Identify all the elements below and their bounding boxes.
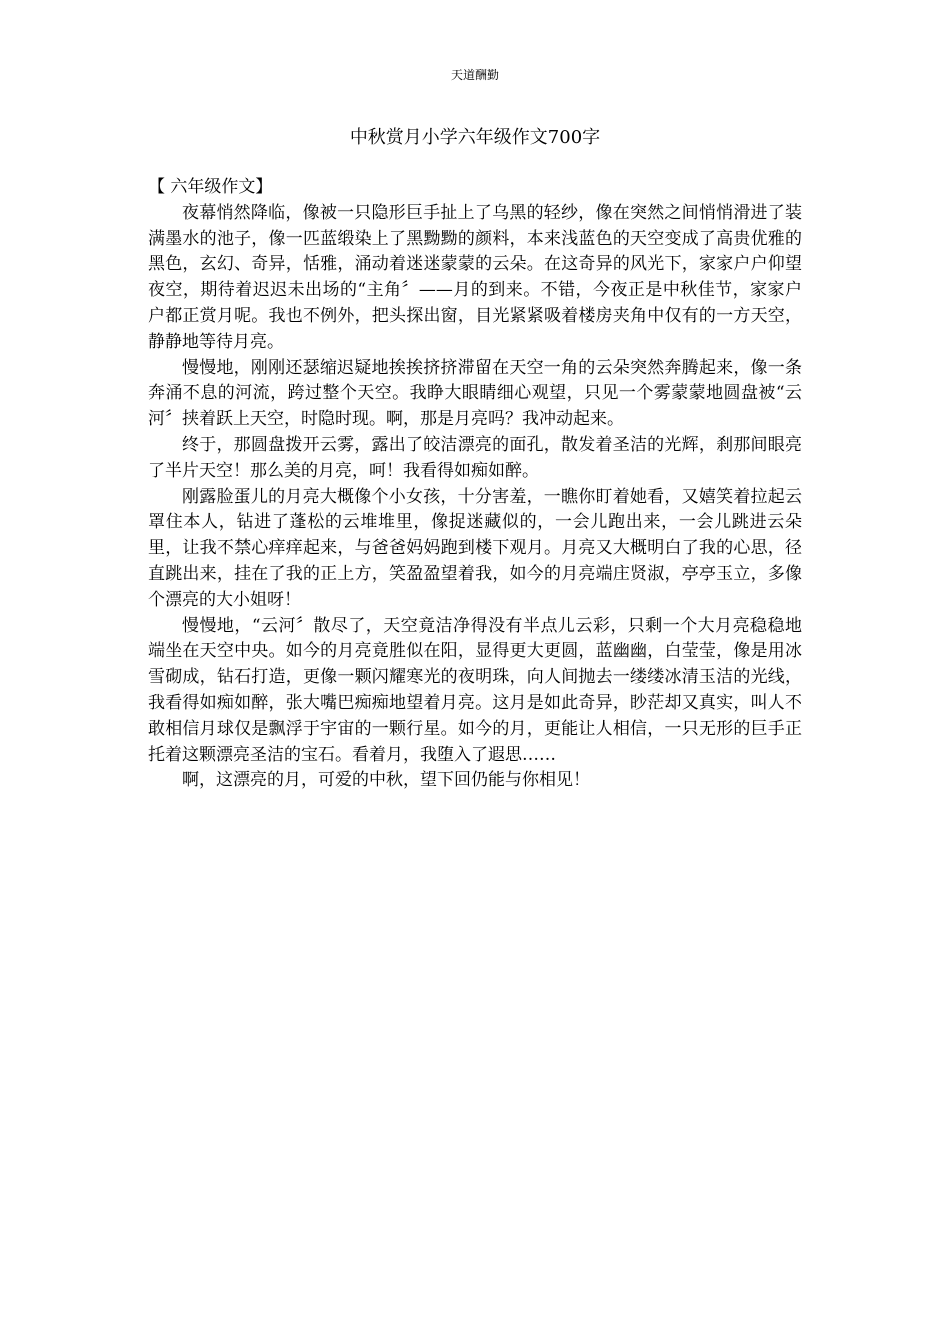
- document-body: [148, 175, 802, 794]
- page-header: 天道酬勤: [450, 68, 499, 82]
- paragraph-1: 夜幕悄然降临，像被一只隐形巨手扯上了乌黑的轻纱，像在突然之间悄悄滑进了装满墨水的池子，像一匹蓝缎染上了黑黝黝的颜料，本来浅蓝色的天空变成了高贵优雅的黑色，玄幻、奇异，恬雅，涌动着迷迷蒙蒙的云朵。在这奇异的风光下，家家户户仰望夜空，期待着迟迟未出场的“主角〞——月的到来。不错，今夜正是中秋佳节，家家户户都正赏月呢。我也不例外，把头探出窗，目光紧紧吸着楼房夹角中仅有的一方天空，静静地等待月亮。: [148, 202, 802, 352]
- paragraph-2: 慢慢地，刚刚还瑟缩迟疑地挨挨挤挤滞留在天空一角的云朵突然奔腾起来，像一条奔涌不息的河流，跨过整个天空。我睁大眼睛细心观望，只见一个雾蒙蒙地圆盘被“云河〞挟着跃上天空，时隐时现。啊，那是月亮吗？我冲动起来。: [148, 357, 802, 430]
- category-label: 【 六年级作文】: [148, 177, 273, 197]
- document-title: 中秋赏月小学六年级作文700字: [349, 127, 601, 148]
- paragraph-6: 啊，这漂亮的月，可爱的中秋，望下回仍能与你相见！: [182, 770, 590, 791]
- paragraph-5: 慢慢地，“云河〞散尽了，天空竟洁净得没有半点儿云彩，只剩一个大月亮稳稳地端坐在天空中央。如今的月亮竟胜似在阳，显得更大更圆，蓝幽幽，白莹莹，像是用冰雪砌成，钻石打造，更像一颗闪耀寒光的夜明珠，向人间抛去一缕缕冰清玉洁的光线，我看得如痴如醉，张大嘴巴痴痴地望着月亮。这月是如此奇异，眇茫却又真实，叫人不敢相信月球仅是飘浮于宇宙的一颗行星。如今的月，更能让人相信，一只无形的巨手正托着这颗漂亮圣洁的宝石。看着月，我堕入了遐思……: [148, 615, 802, 765]
- paragraph-3: 终于，那圆盘拨开云雾，露出了皎洁漂亮的面孔，散发着圣洁的光辉，刹那间眼亮了半片天空！那么美的月亮，呵！我看得如痴如醉。: [148, 434, 802, 481]
- paragraph-4: 刚露脸蛋儿的月亮大概像个小女孩，十分害羞，一瞧你盯着她看，又嬉笑着拉起云罩住本人，钻进了蓬松的云堆堆里，像捉迷藏似的，一会儿跑出来，一会儿跳进云朵里，让我不禁心痒痒起来，与爸爸妈妈跑到楼下观月。月亮又大概明白了我的心思，径直跳出来，挂在了我的正上方，笑盈盈望着我，如今的月亮端庄贤淑，亭亭玉立，多像个漂亮的大小姐呀！: [148, 486, 802, 610]
